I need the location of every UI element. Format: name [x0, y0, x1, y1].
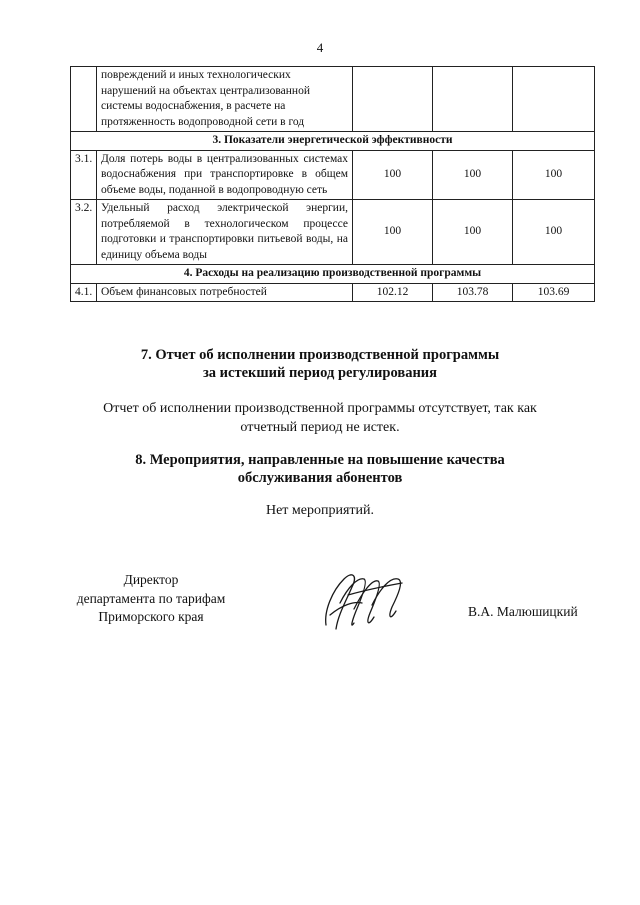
signatory-title [56, 571, 246, 627]
signatory-name: В.А. Малюшицкий [468, 604, 578, 619]
row-value: 100 [513, 150, 595, 200]
table-row [71, 200, 595, 265]
table-row [71, 283, 595, 302]
section-header-row [71, 132, 595, 151]
section-header-row [71, 265, 595, 284]
row-number: 3.1. [71, 150, 97, 200]
row-number: 3.2. [71, 200, 97, 265]
row-number: 4.1. [71, 283, 97, 302]
row-value: 100 [433, 150, 513, 200]
row-description: Доля потерь воды в централизованных системах водоснабжения при транспортировке в общем объеме воды, поданной в водопроводную сеть [97, 150, 353, 200]
row-value: 103.69 [513, 283, 595, 302]
section-8-title-line: 8. Мероприятия, направленные на повышение качества [135, 452, 505, 468]
continuation-line: нарушений на объектах централизованной [101, 84, 310, 97]
section-7-text-line: отчетный период не истек. [240, 420, 400, 435]
row-value: 102.12 [353, 283, 433, 302]
continuation-line: протяженность водопроводной сети в год [101, 115, 305, 128]
continuation-line: повреждений и иных технологических [101, 69, 291, 81]
section-7-title-line: 7. Отчет об исполнении производственной программы [140, 347, 500, 363]
section-3-heading: 3. Показатели энергетической эффективности [71, 132, 595, 151]
section-8-title [0, 451, 640, 487]
row-value: 100 [433, 200, 513, 265]
table-cell-value [433, 67, 513, 132]
section-7-text [0, 399, 640, 437]
indicators-table [70, 66, 595, 302]
table-cell-num [71, 67, 97, 132]
section-7-text-line: Отчет об исполнении производственной программы отсутствует, так как [103, 401, 537, 416]
page-number: 4 [316, 40, 324, 55]
row-description: Объем финансовых потребностей [97, 283, 353, 302]
row-value: 103.78 [433, 283, 513, 302]
table-row [71, 67, 595, 132]
table-cell-value [353, 67, 433, 132]
row-value: 100 [353, 200, 433, 265]
table-row [71, 150, 595, 200]
section-8-title-line: обслуживания абонентов [237, 470, 403, 486]
section-7-title [0, 346, 640, 382]
row-value: 100 [353, 150, 433, 200]
signatory-title-line: Приморского края [98, 609, 204, 624]
table-cell-desc [97, 67, 353, 132]
row-description: Удельный расход электрической энергии, потребляемой в технологическом процессе подготовки и транспортировки питьевой воды, на единицу объема воды [97, 200, 353, 265]
signatory-title-line: Директор [123, 572, 179, 587]
row-value: 100 [513, 200, 595, 265]
continuation-line: системы водоснабжения, в расчете на [101, 100, 286, 112]
section-4-heading: 4. Расходы на реализацию производственной программы [71, 265, 595, 284]
section-8-text: Нет мероприятий. [265, 503, 375, 518]
handwritten-signature [318, 565, 414, 637]
signatory-title-line: департамента по тарифам [76, 590, 226, 606]
table-cell-value [513, 67, 595, 132]
section-7-title-line: за истекший период регулирования [202, 365, 438, 381]
